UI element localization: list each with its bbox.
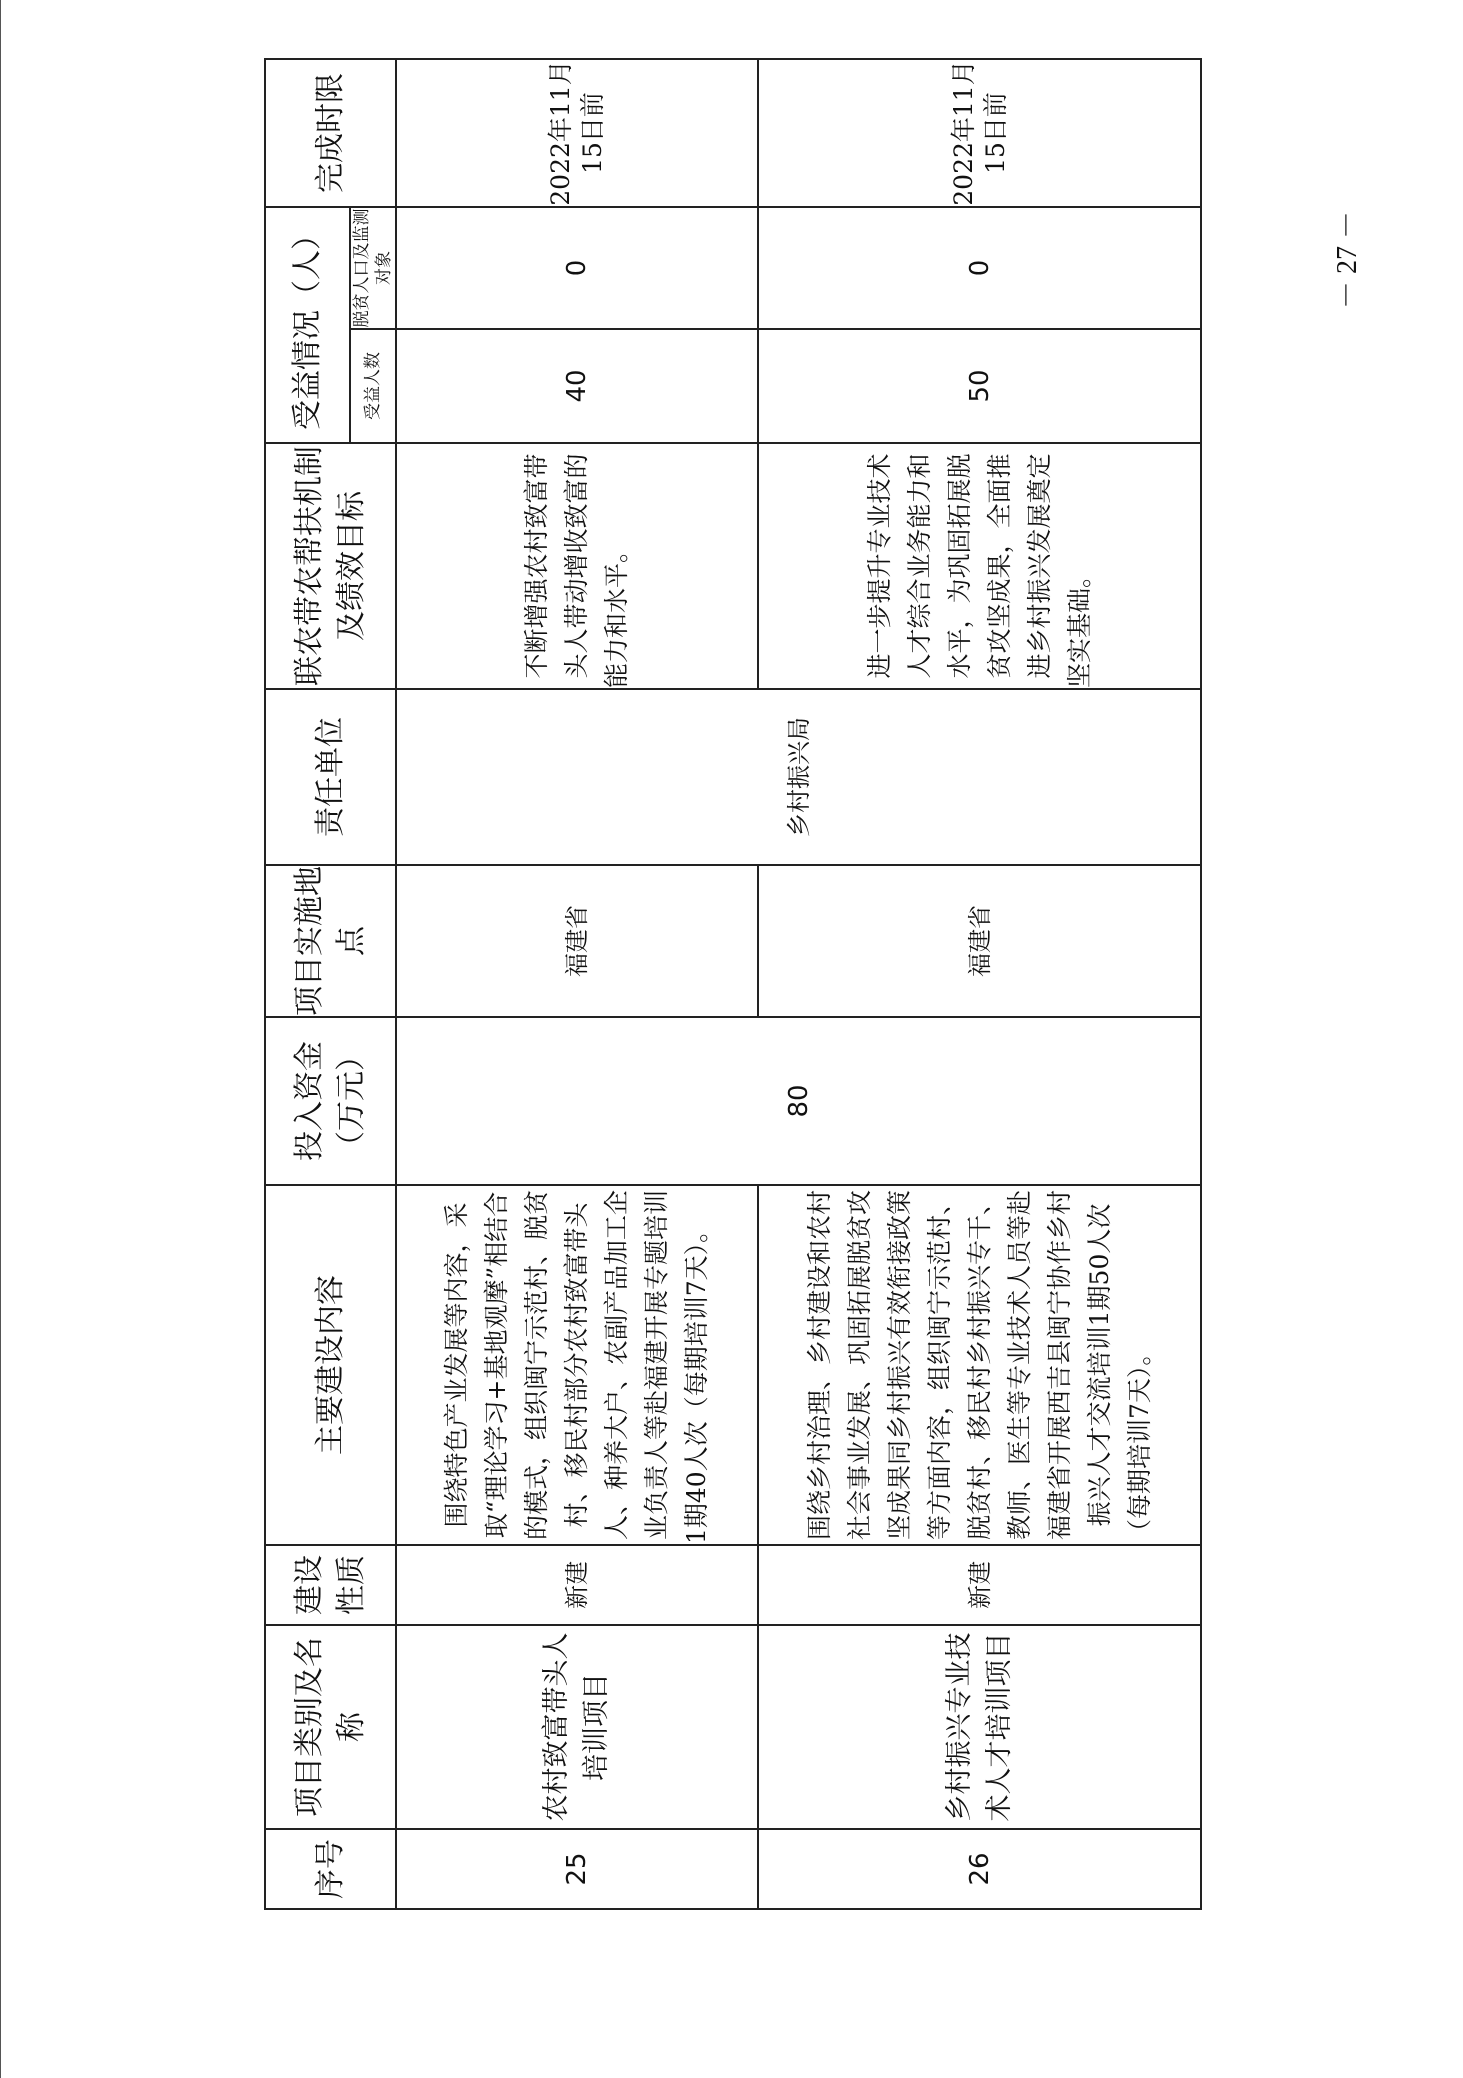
header-deadline: 完成时限 (265, 59, 396, 207)
shared-funds: 80 (396, 1017, 1201, 1185)
header-nature: 建设性质 (265, 1545, 396, 1625)
row-benefit: 50 (758, 329, 1201, 443)
header-poverty-count: 脱贫人口及监测对象 (352, 208, 394, 328)
row-mechanism: 不断增强农村致富带头人带动增收致富的能力和水平。 (396, 443, 758, 689)
rotated-table-wrapper (264, 60, 1192, 1910)
header-benefit-group: 受益情况（人） (265, 207, 350, 443)
page-number (1310, 180, 1380, 340)
shared-unit: 乡村振兴局 (396, 689, 1201, 865)
header-mechanism: 联农带农帮扶机制及绩效目标 (265, 443, 396, 689)
row-location: 福建省 (758, 865, 1201, 1017)
header-benefit-count: 受益人数 (350, 329, 396, 443)
row-seq: 25 (396, 1829, 758, 1909)
header-content: 主要建设内容 (265, 1185, 396, 1545)
page-number-text: － 27 － (1332, 210, 1364, 310)
row-poverty: 0 (758, 207, 1201, 329)
project-table (264, 58, 1202, 1910)
header-funds: 投入资金（万元） (265, 1017, 396, 1185)
header-location: 项目实施地点 (265, 865, 396, 1017)
row-content: 围绕乡村治理、乡村建设和农村社会事业发展、巩固拓展脱贫攻坚成果同乡村振兴有效衔接政策等方面内容，组织闽宁示范村、脱贫村、移民村乡村振兴专干、教师、医生等专业技术人员等赴福建省开展西吉县闽宁协作乡村振兴人才交流培训1期50人次（每期培训7天）。 (758, 1185, 1201, 1545)
row-seq: 26 (758, 1829, 1201, 1909)
page-edge-line (0, 0, 1, 2078)
row-location: 福建省 (396, 865, 758, 1017)
row-nature: 新建 (758, 1545, 1201, 1625)
row-name: 乡村振兴专业技术人才培训项目 (758, 1625, 1201, 1829)
row-mechanism: 进一步提升专业技术人才综合业务能力和水平，为巩固拓展脱贫攻坚成果，全面推进乡村振兴发展奠定坚实基础。 (758, 443, 1201, 689)
table-row (396, 59, 758, 1909)
row-deadline: 2022年11月15日前 (396, 59, 758, 207)
row-deadline: 2022年11月15日前 (758, 59, 1201, 207)
row-poverty: 0 (396, 207, 758, 329)
header-unit: 责任单位 (265, 689, 396, 865)
row-content: 围绕特色产业发展等内容，采取“理论学习+基地观摩”相结合的模式，组织闽宁示范村、脱贫村、移民村部分农村致富带头人、种养大户、农副产品加工企业负责人等赴福建开展专题培训1期40人次（每期培训7天）。 (396, 1185, 758, 1545)
row-benefit: 40 (396, 329, 758, 443)
row-nature: 新建 (396, 1545, 758, 1625)
header-seq: 序号 (265, 1829, 396, 1909)
row-name: 农村致富带头人培训项目 (396, 1625, 758, 1829)
header-name: 项目类别及名称 (265, 1625, 396, 1829)
table-row (758, 59, 1201, 1909)
